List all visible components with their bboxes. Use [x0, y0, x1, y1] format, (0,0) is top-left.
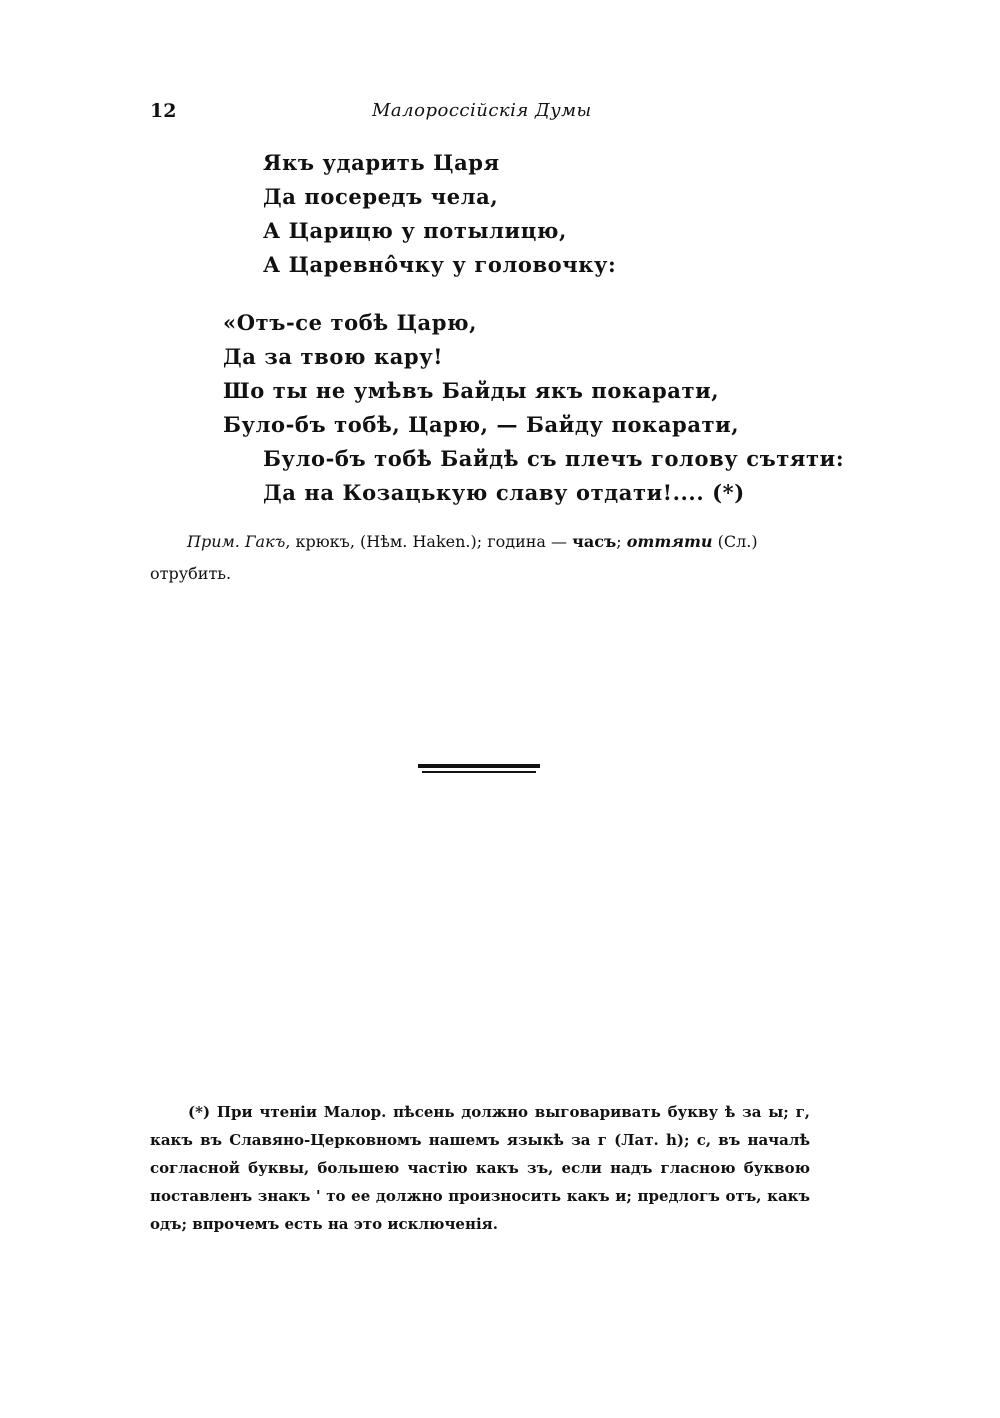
running-title: Малороссійскія Думы	[372, 100, 592, 121]
note-term: Гакъ	[244, 532, 286, 551]
glossary-note	[150, 526, 820, 590]
note-term: часъ	[572, 532, 617, 551]
verse-line: Шо ты не умѣвъ Байды якъ покарати,	[223, 378, 720, 403]
verse-line: Було-бъ тобѣ, Царю, — Байду покарати,	[223, 412, 740, 437]
verse-line: Було-бъ тобѣ Байдѣ съ плечъ голову сътяти:	[263, 446, 845, 471]
note-term: оттяти	[626, 532, 713, 551]
verse-line: Да на Козацькую славу отдати!.... (*)	[263, 480, 745, 505]
verse-line: А Царевнôчку у головочку:	[263, 252, 617, 277]
page-number: 12	[150, 100, 177, 122]
divider-rule-thick	[418, 764, 540, 768]
verse-line: А Царицю у потылицю,	[263, 218, 567, 243]
divider-rule-thin	[422, 771, 536, 773]
note-label: Прим.	[187, 532, 240, 551]
note-gloss: , крюкъ, (Нѣм. Haken.); година —	[285, 532, 568, 551]
note-separator: ;	[616, 532, 622, 551]
section-divider	[418, 764, 540, 773]
verse-line: Якъ ударить Царя	[263, 150, 500, 175]
poem-stanza-1	[263, 146, 616, 282]
poem-stanza-2	[223, 306, 844, 510]
note-gloss: (Сл.) отрубить.	[150, 532, 758, 583]
verse-line: Да за твою кару!	[223, 344, 444, 369]
verse-line: «Отъ-се тобѣ Царю,	[223, 310, 478, 335]
verse-line: Да посередъ чела,	[263, 184, 499, 209]
footnote: (*) При чтеніи Малор. пѣсень должно выговаривать букву ѣ за ы; г, какъ въ Славяно-Церковномъ нашемъ языкѣ за г (Лат. h); с, въ началѣ согласной буквы, большею частію какъ зъ, если надъ гласною буквою поставленъ знакъ ' то ее должно произносить какъ и; предлогъ отъ, какъ одъ; впрочемъ есть на это исключенія.	[150, 1103, 810, 1233]
